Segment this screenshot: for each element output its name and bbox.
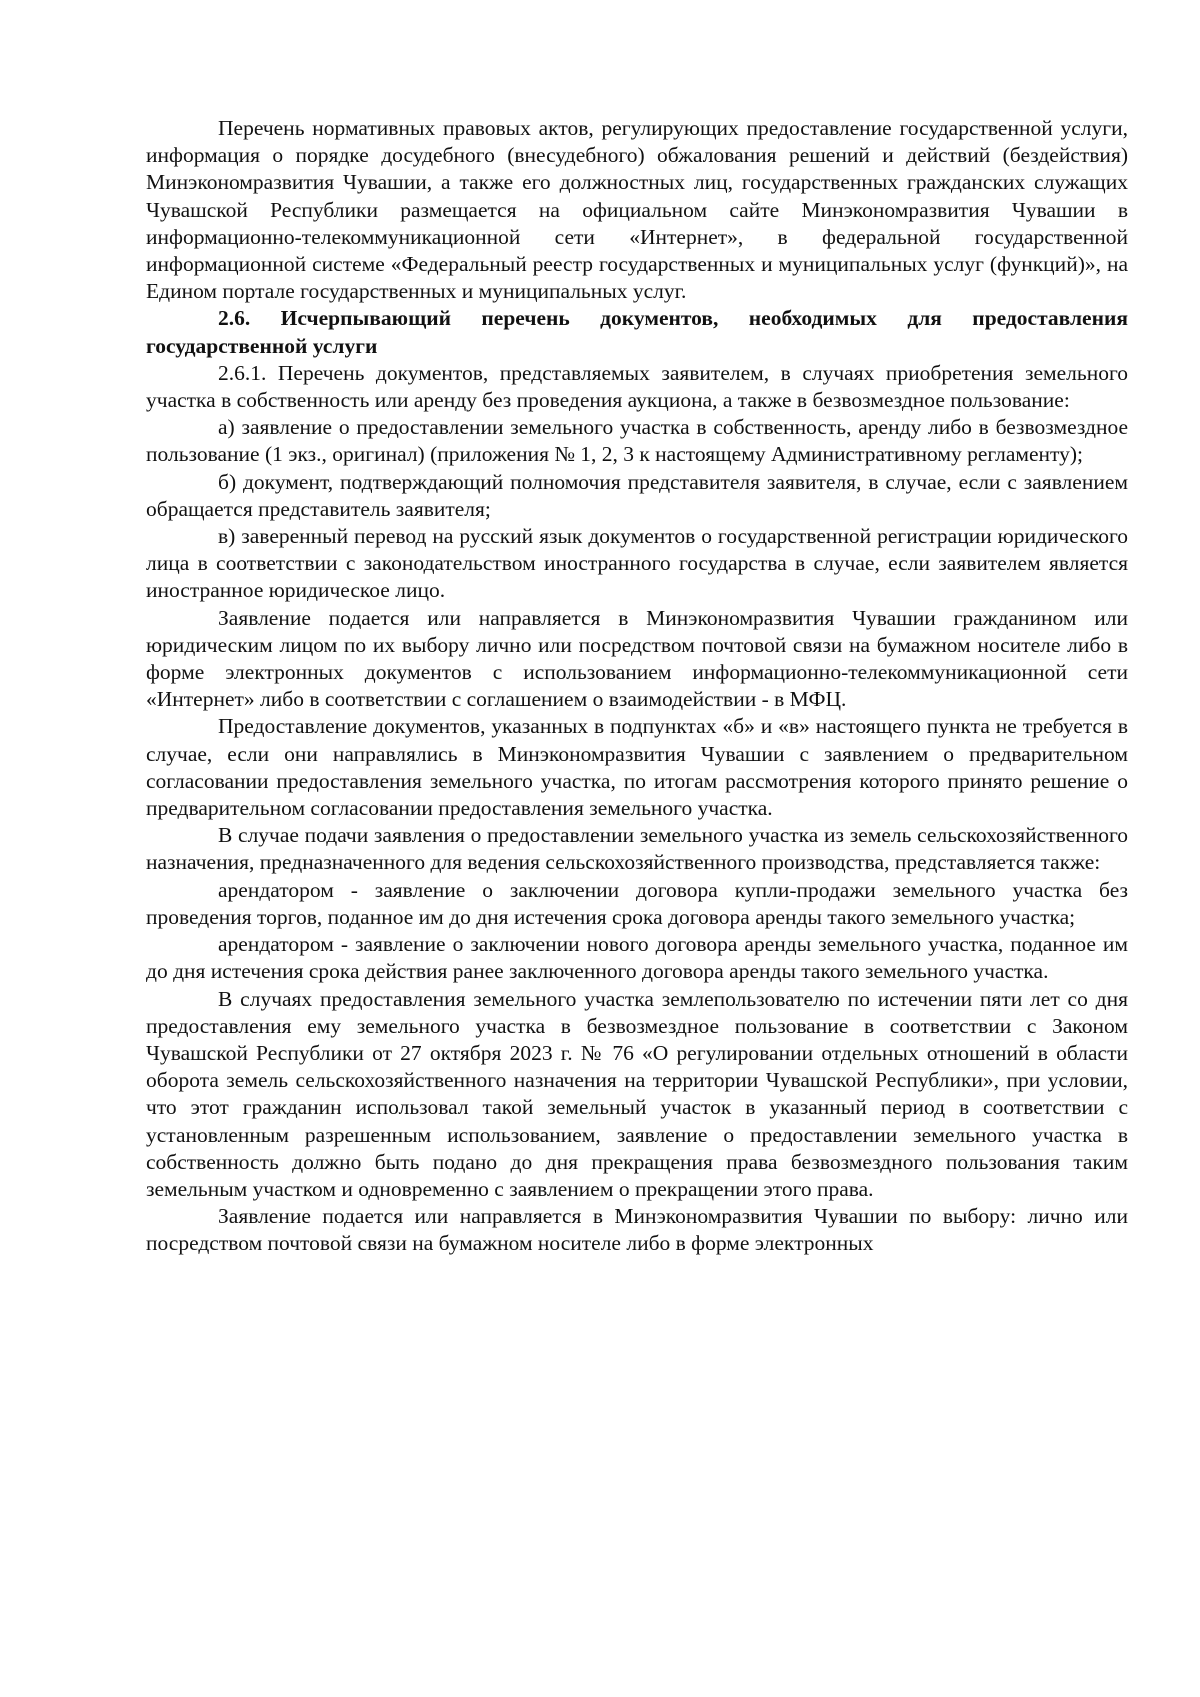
paragraph-tenant-new-lease: арендатором - заявление о заключении нового договора аренды земельного участка, поданное им до дня истечения срока действия ранее заключенного договора аренды такого земельного участка. xyxy=(146,932,1128,984)
paragraph-legal-acts-list: Перечень нормативных правовых актов, регулирующих предоставление государственной услуги, информация о порядке досудебного (внесудебного) обжалования решений и действий (бездействия) Минэкономразвития Чувашии, а также его должностных лиц, государственных гражданских служащих Чувашской Республики размещается на официальном сайте Минэкономразвития Чувашии в информационно-телекоммуникационной сети «Интернет», в федеральной государственной информационной системе «Федеральный реестр государственных и муниципальных услуг (функций)», на Едином портале государственных и муниципальных услуг. xyxy=(146,116,1128,304)
document-body xyxy=(146,115,1128,1258)
paragraph-tenant-purchase: арендатором - заявление о заключении договора купли-продажи земельного участка без проведения торгов, поданное им до дня истечения срока договора аренды такого земельного участка; xyxy=(146,877,1128,929)
paragraph-agricultural-land: В случае подачи заявления о предоставлении земельного участка из земель сельскохозяйственного назначения, предназначенного для ведения сельскохозяйственного производства, представляется также: xyxy=(146,823,1128,875)
paragraph-land-user-five-years: В случаях предоставления земельного участка землепользователю по истечении пяти лет со дня предоставления ему земельного участка в безвозмездное пользование в соответствии с Законом Чувашской Республики от 27 октября 2023 г. № 76 «О регулировании отдельных отношений в области оборота земель сельскохозяйственного назначения на территории Чувашской Республики», при условии, что этот гражданин использовал такой земельный участок в указанный период в соответствии с установленным разрешенным использованием, заявление о предоставлении земельного участка в собственность должно быть подано до дня прекращения права безвозмездного пользования таким земельным участком и одновременно с заявлением о прекращении этого права. xyxy=(146,986,1128,1201)
paragraph-2-6-1: 2.6.1. Перечень документов, представляемых заявителем, в случаях приобретения земельного участка в собственность или аренду без проведения аукциона, а также в безвозмездное пользование: xyxy=(146,360,1128,413)
section-heading-2-6: 2.6. Исчерпывающий перечень документов, необходимых для предоставления государственной услуги xyxy=(146,306,1128,358)
list-item-a: а) заявление о предоставлении земельного участка в собственность, аренду либо в безвозмездное пользование (1 экз., оригинал) (приложения № 1, 2, 3 к настоящему Административному регламенту); xyxy=(146,415,1128,467)
list-item-v: в) заверенный перевод на русский язык документов о государственной регистрации юридического лица в соответствии с законодательством иностранного государства в случае, если заявителем является иностранное юридическое лицо. xyxy=(146,524,1128,603)
paragraph-application-by-choice: Заявление подается или направляется в Минэкономразвития Чувашии по выбору: лично или посредством почтовой связи на бумажном носителе либо в форме электронных xyxy=(146,1204,1128,1256)
paragraph-application-submission: Заявление подается или направляется в Минэкономразвития Чувашии гражданином или юридическим лицом по их выбору лично или посредством почтовой связи на бумажном носителе либо в форме электронных документов с использованием информационно-телекоммуникационной сети «Интернет» либо в соответствии с соглашением о взаимодействии - в МФЦ. xyxy=(146,605,1128,712)
list-item-b: б) документ, подтверждающий полномочия представителя заявителя, в случае, если с заявлением обращается представитель заявителя; xyxy=(146,469,1128,521)
paragraph-documents-not-required: Предоставление документов, указанных в подпунктах «б» и «в» настоящего пункта не требуется в случае, если они направлялись в Минэкономразвития Чувашии с заявлением о предварительном согласовании предоставления земельного участка, по итогам рассмотрения которого принято решение о предварительном согласовании предоставления земельного участка. xyxy=(146,714,1128,821)
